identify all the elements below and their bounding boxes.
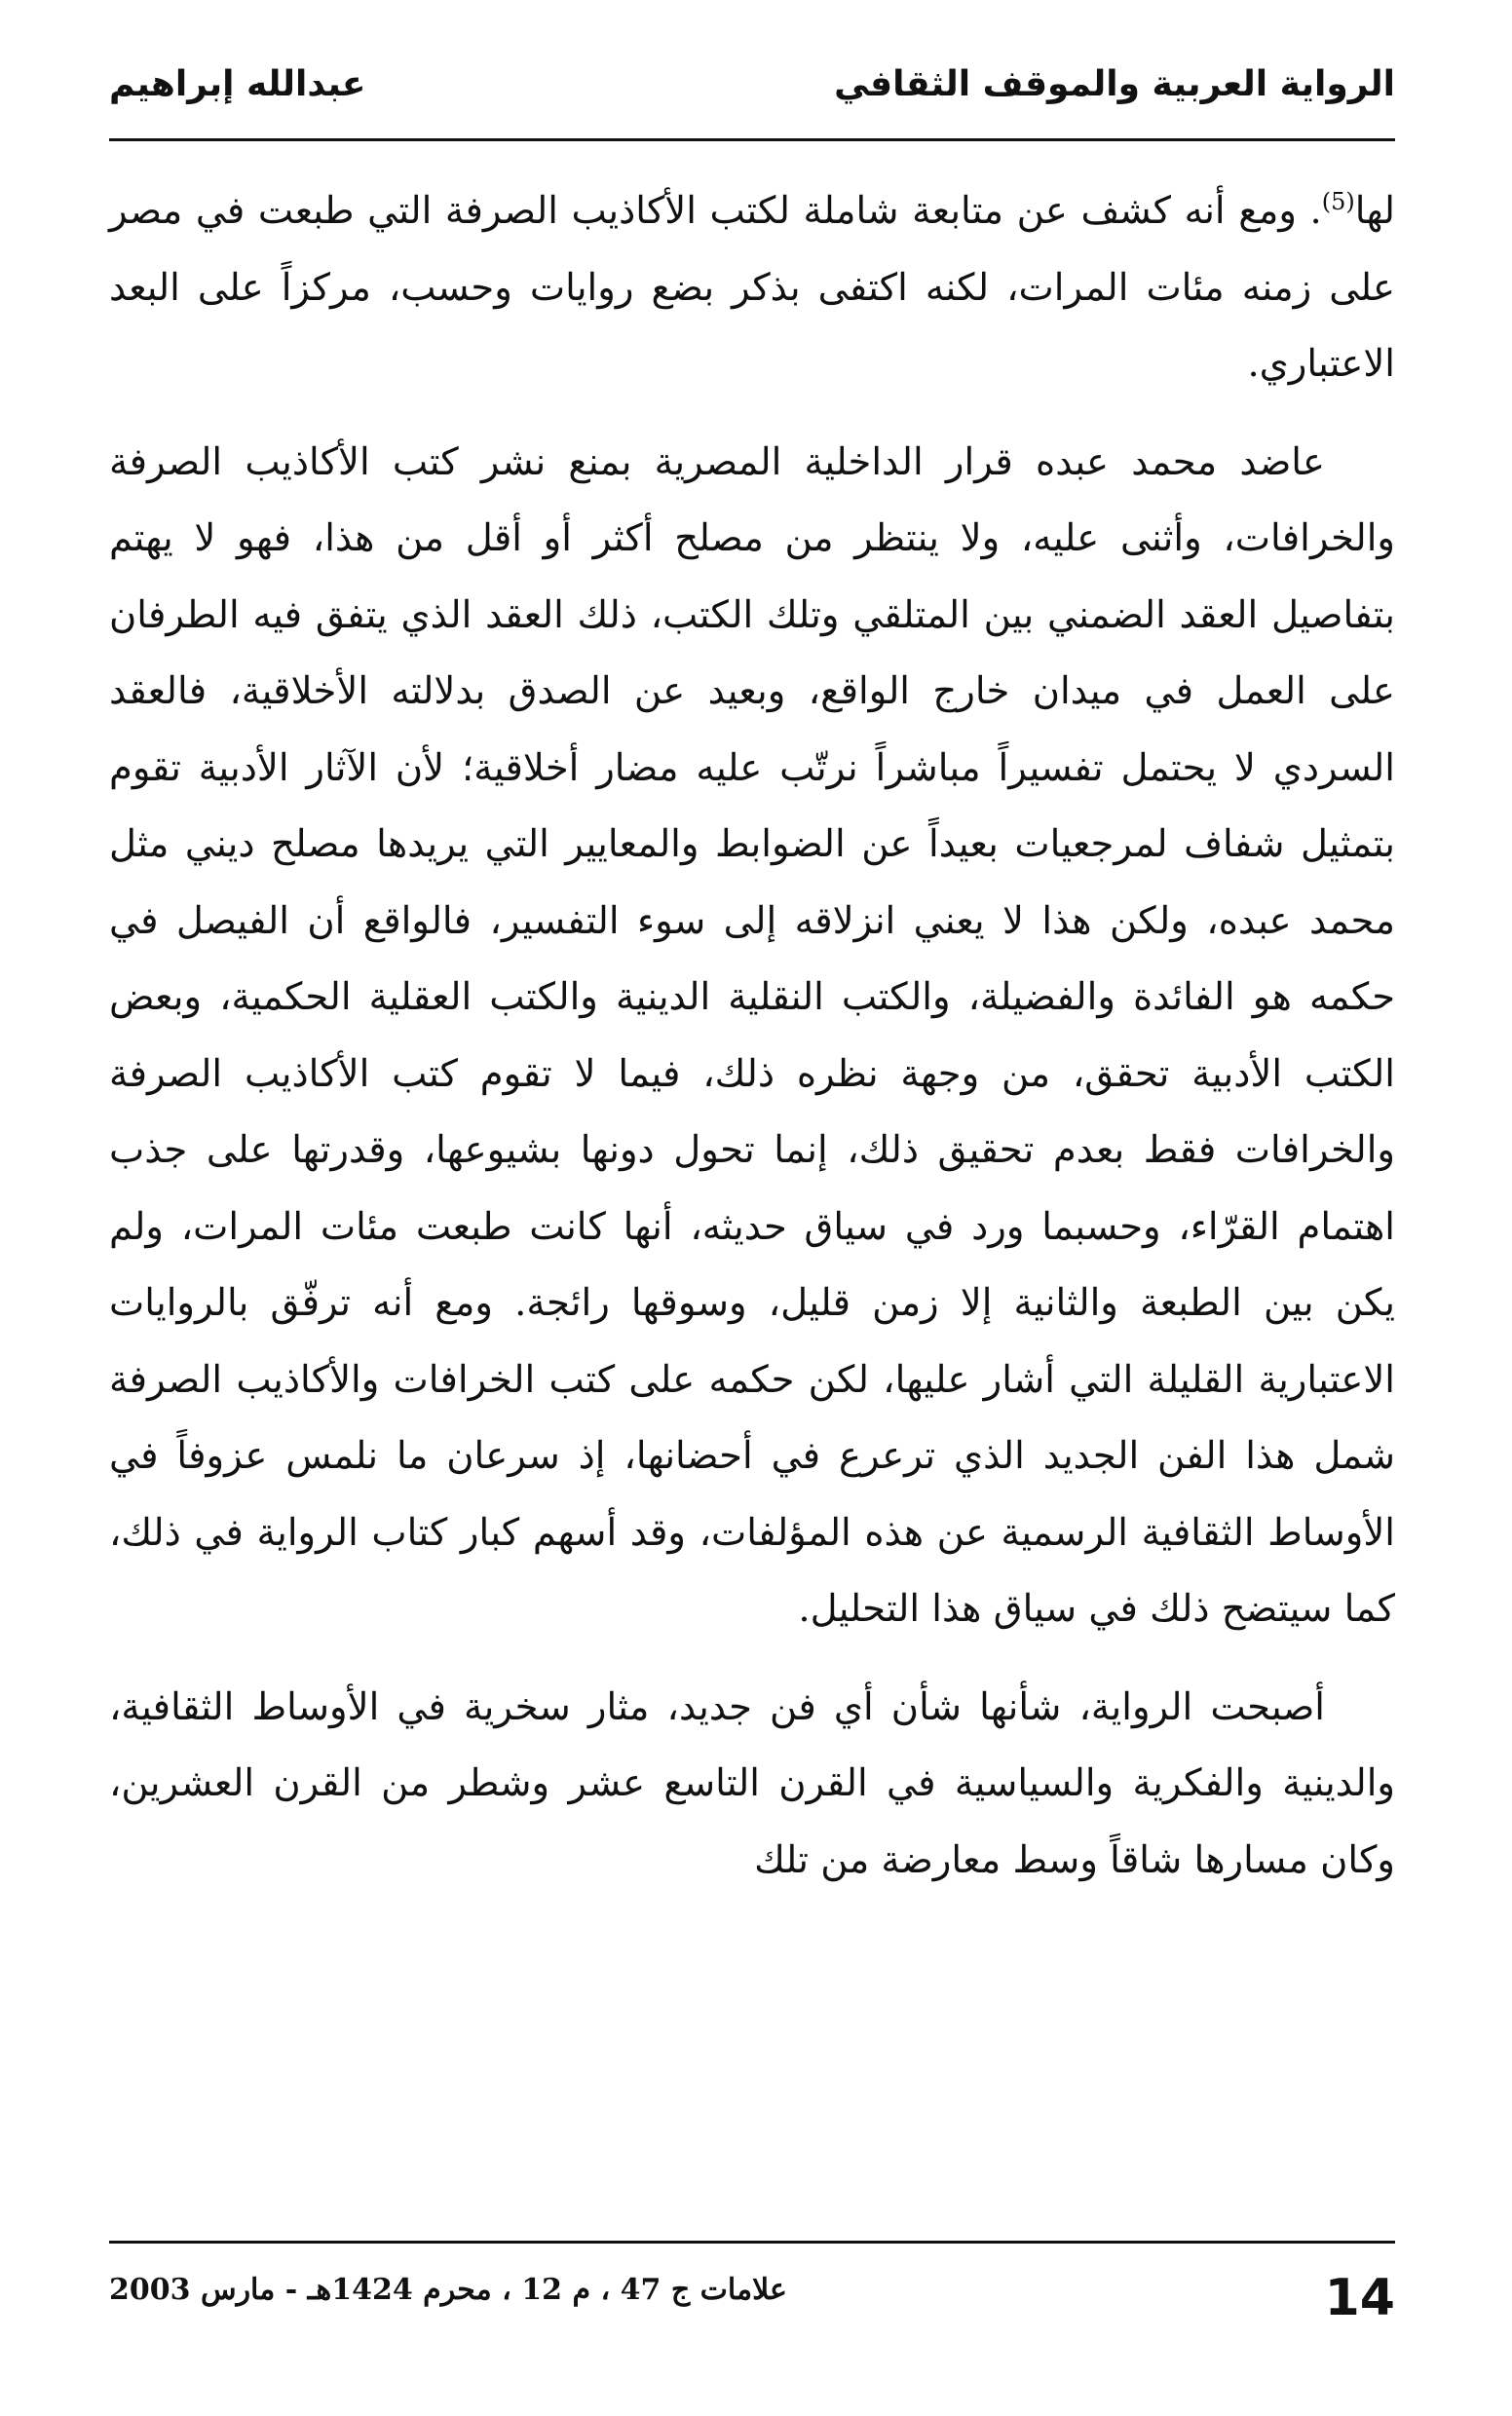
footnote-marker: (5) <box>1321 188 1355 216</box>
author-name: عبدالله إبراهيم <box>109 64 366 104</box>
running-header <box>109 57 1395 141</box>
paragraph-1 <box>109 173 1395 403</box>
paragraph-2: عاضد محمد عبده قرار الداخلية المصرية بمنع نشر كتب الأكاذيب الصرفة والخرافات، وأثنى عليه، ولا ينتظر من مصلح أكثر أو أقل من هذا، فهو لا يهتم بتفاصيل العقد الضمني بين المتلقي وتلك الكتب، ذلك العقد الذي يتفق فيه الطرفان على العمل في ميدان خارج الواقع، وبعيد عن الصدق بدلالته الأخلاقية، فالعقد السردي لا يحتمل تفسيراً مباشراً نرتّب عليه مضار أخلاقية؛ لأن الآثار الأدبية تقوم بتمثيل شفاف لمرجعيات بعيداً عن الضوابط والمعايير التي يريدها مصلح ديني مثل محمد عبده، ولكن هذا لا يعني انزلاقه إلى سوء التفسير، فالواقع أن الفيصل في حكمه هو الفائدة والفضيلة، والكتب النقلية الدينية والكتب العقلية الحكمية، وبعض الكتب الأدبية تحقق، من وجهة نظره ذلك، فيما لا تقوم كتب الأكاذيب الصرفة والخرافات فقط بعدم تحقيق ذلك، إنما تحول دونها بشيوعها، وقدرتها على جذب اهتمام القرّاء، وحسبما ورد في سياق حديثه، أنها كانت طبعت مئات المرات، ولم يكن بين الطبعة والثانية إلا زمن قليل، وسوقها رائجة. ومع أنه ترفّق بالروايات الاعتبارية القليلة التي أشار عليها، لكن حكمه على كتب الخرافات والأكاذيب الصرفة شمل هذا الفن الجديد الذي ترعرع في أحضانها، إذ سرعان ما نلمس عزوفاً في الأوساط الثقافية الرسمية عن هذه المؤلفات، وقد أسهم كبار كتاب الرواية في ذلك، كما سيتضح ذلك في سياق هذا التحليل. <box>109 439 1395 1631</box>
paragraph-1-rest: . ومع أنه كشف عن متابعة شاملة لكتب الأكاذيب الصرفة التي طبعت في مصر على زمنه مئات المرات، لكنه اكتفى بذكر بضع روايات وحسب، مركزاً على البعد الاعتباري. <box>109 189 1395 386</box>
journal-info: علامات ج 47 ، م 12 ، محرم 1424هـ - مارس 2003 <box>109 2273 787 2307</box>
page-number: 14 <box>1324 2269 1395 2327</box>
paragraph-3: أصبحت الرواية، شأنها شأن أي فن جديد، مثار سخرية في الأوساط الثقافية، والدينية والفكرية والسياسية في القرن التاسع عشر وشطر من القرن العشرين، وكان مسارها شاقاً وسط معارضة من تلك <box>109 1684 1395 1882</box>
page-footer <box>109 2241 1395 2331</box>
body-text <box>109 173 1395 1899</box>
paragraph-1-start: لها <box>1354 189 1395 233</box>
book-title: الرواية العربية والموقف الثقافي <box>834 64 1395 104</box>
